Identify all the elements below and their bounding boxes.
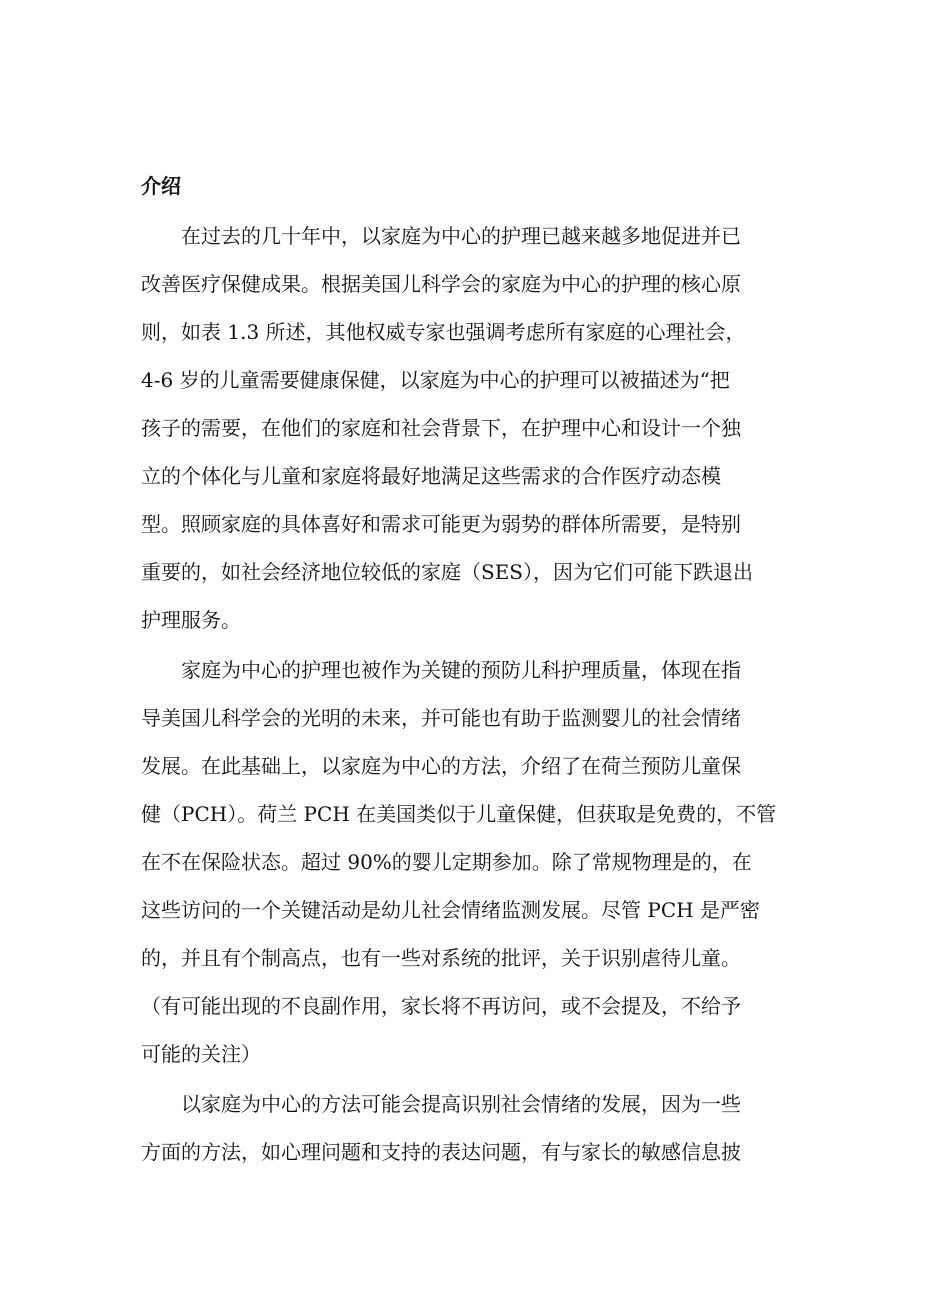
text-line: （有可能出现的不良副作用，家长将不再访问，或不会提及，不给予 [141, 994, 741, 1018]
text-line: 的，并且有个制高点，也有一些对系统的批评，关于识别虐待儿童。 [141, 946, 741, 970]
text-line: 立的个体化与儿童和家庭将最好地满足这些需求的合作医疗动态模 [141, 464, 721, 488]
text-line: 4-6 岁的儿童需要健康保健，以家庭为中心的护理可以被描述为“把 [141, 368, 730, 392]
text-line: 方面的方法，如心理问题和支持的表达问题，有与家长的敏感信息披 [141, 1140, 741, 1164]
text-line: 以家庭为中心的方法可能会提高识别社会情绪的发展，因为一些 [141, 1092, 741, 1116]
text-line: 发展。在此基础上，以家庭为中心的方法，介绍了在荷兰预防儿童保 [141, 754, 741, 778]
text-line: 在不在保险状态。超过 90%的婴儿定期参加。除了常规物理是的，在 [141, 850, 752, 874]
text-line: 可能的关注） [141, 1042, 261, 1066]
text-line: 重要的，如社会经济地位较低的家庭（SES），因为它们可能下跌退出 [141, 560, 754, 584]
text-line: 则，如表 1.3 所述，其他权威专家也强调考虑所有家庭的心理社会， [141, 320, 746, 344]
text-line: 健（PCH）。荷兰 PCH 在美国类似于儿童保健，但获取是免费的，不管 [141, 802, 777, 826]
text-line: 孩子的需要，在他们的家庭和社会背景下，在护理中心和设计一个独 [141, 416, 741, 440]
text-line: 家庭为中心的护理也被作为关键的预防儿科护理质量，体现在指 [141, 658, 741, 682]
text-line: 护理服务。 [141, 608, 241, 632]
text-line: 改善医疗保健成果。根据美国儿科学会的家庭为中心的护理的核心原 [141, 272, 741, 296]
text-line: 这些访问的一个关键活动是幼儿社会情绪监测发展。尽管 PCH 是严密 [141, 898, 760, 922]
text-line: 导美国儿科学会的光明的未来，并可能也有助于监测婴儿的社会情绪 [141, 706, 741, 730]
text-line: 型。照顾家庭的具体喜好和需求可能更为弱势的群体所需要，是特别 [141, 512, 741, 536]
text-line: 在过去的几十年中，以家庭为中心的护理已越来越多地促进并已 [141, 224, 741, 248]
section-heading: 介绍 [141, 174, 181, 198]
